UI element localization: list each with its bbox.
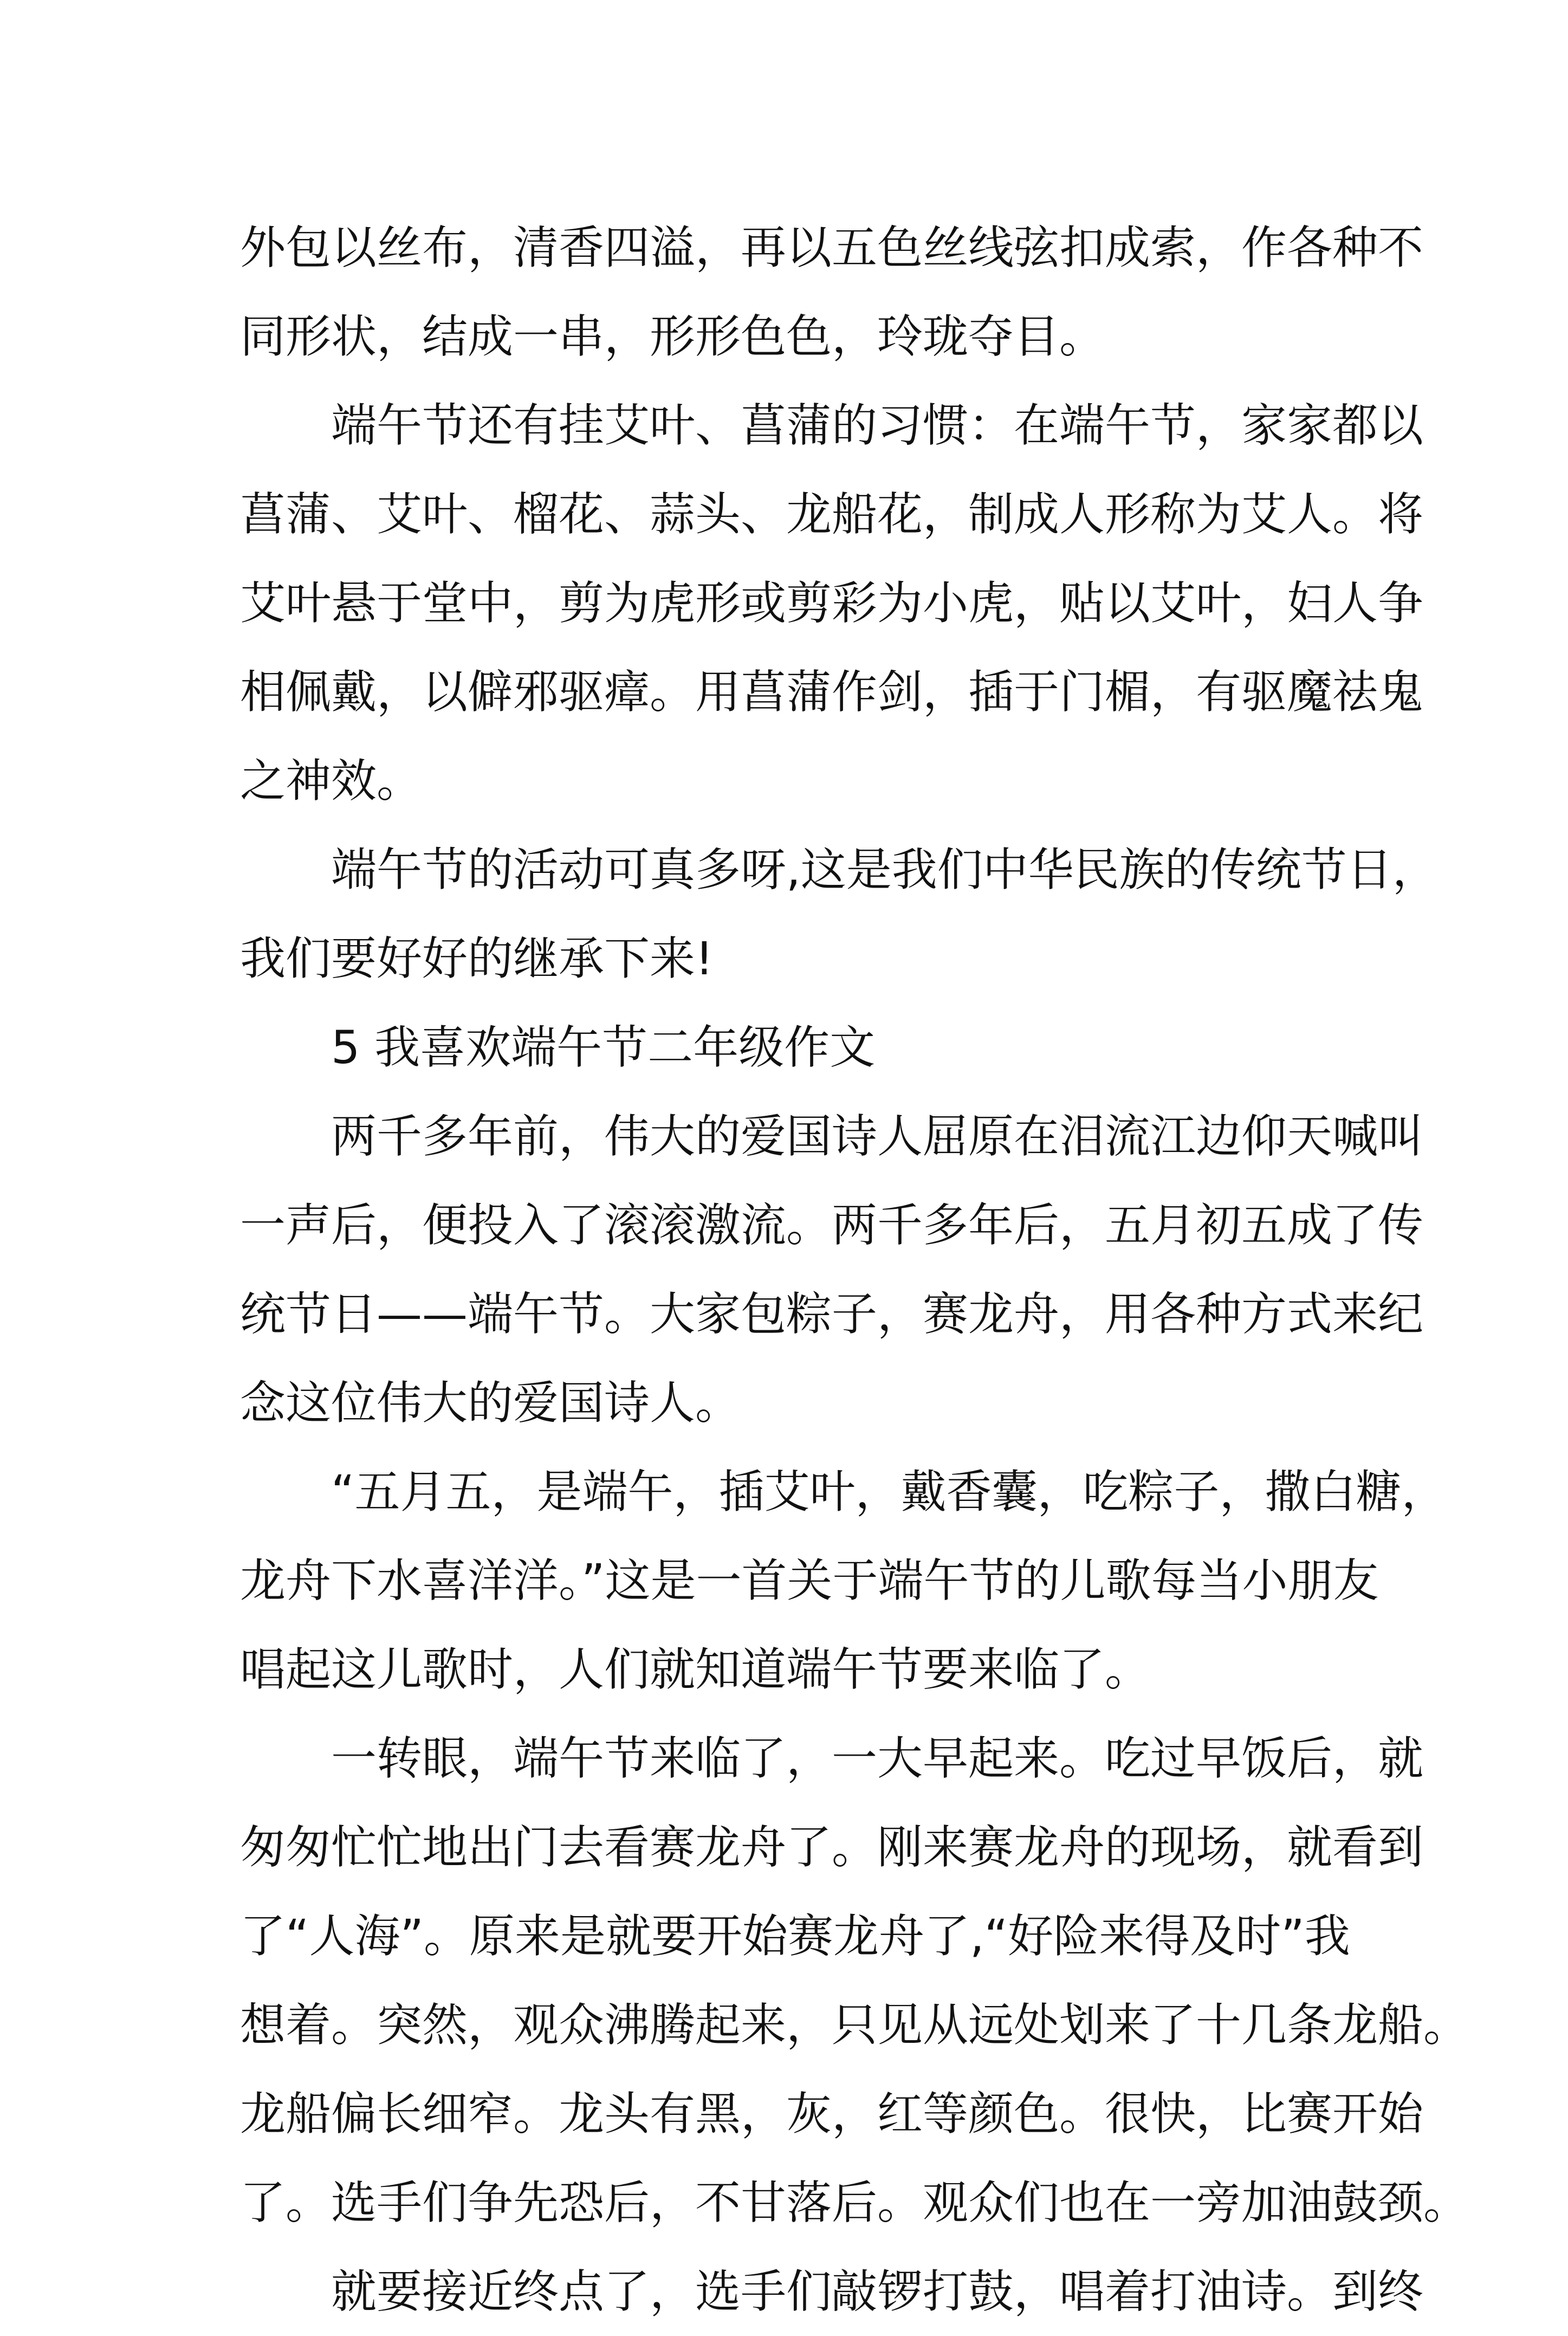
text-line: 想着。突然，观众沸腾起来，只见从远处划来了十几条龙船。 — [240, 1998, 1469, 2052]
text-line: 端午节还有挂艾叶、菖蒲的习惯：在端午节，家家都以 — [331, 399, 1424, 452]
text-line: 之神效。 — [240, 754, 423, 807]
text-line: 一声后，便投入了滚滚激流。两千多年后，五月初五成了传 — [240, 1199, 1424, 1252]
text-line: 相佩戴，以僻邪驱瘴。用菖蒲作剑，插于门楣，有驱魔祛鬼 — [240, 665, 1424, 719]
text-line: 念这位伟大的爱国诗人。 — [240, 1376, 741, 1429]
text-line: 了。选手们争先恐后，不甘落后。观众们也在一旁加油鼓颈。 — [240, 2176, 1469, 2229]
text-line: 菖蒲、艾叶、榴花、蒜头、龙船花，制成人形称为艾人。将 — [240, 488, 1424, 541]
text-line: 统节日——端午节。大家包粽子，赛龙舟，用各种方式来纪 — [240, 1287, 1424, 1341]
text-line: 就要接近终点了，选手们敲锣打鼓，唱着打油诗。到终 — [331, 2265, 1424, 2318]
text-line: 艾叶悬于堂中，剪为虎形或剪彩为小虎，贴以艾叶，妇人争 — [240, 577, 1424, 630]
document-body — [240, 203, 1469, 2336]
text-line: 匆匆忙忙地出门去看赛龙舟了。刚来赛龙舟的现场，就看到 — [240, 1821, 1424, 1874]
text-line: 唱起这儿歌时，人们就知道端午节要来临了。 — [240, 1643, 1151, 1696]
text-line: 了“人海”。原来是就要开始赛龙舟了,“好险来得及时”我 — [240, 1910, 1350, 1963]
text-line: 外包以丝布，清香四溢，再以五色丝线弦扣成索，作各种不 — [240, 221, 1424, 274]
section-heading: 5 我喜欢端午节二年级作文 — [331, 1021, 876, 1074]
text-line: “五月五，是端午，插艾叶，戴香囊，吃粽子，撒白糖， — [331, 1465, 1447, 1518]
text-line: 龙舟下水喜洋洋。”这是一首关于端午节的儿歌每当小朋友 — [240, 1554, 1379, 1607]
text-line: 龙船偏长细窄。龙头有黑，灰，红等颜色。很快，比赛开始 — [240, 2087, 1424, 2140]
text-line: 我们要好好的继承下来! — [240, 932, 714, 985]
text-line: 同形状，结成一串，形形色色，玲珑夺目。 — [240, 310, 1105, 363]
text-line: 一转眼，端午节来临了，一大早起来。吃过早饭后，就 — [331, 1732, 1424, 1785]
text-line: 端午节的活动可真多呀,这是我们中华民族的传统节日， — [331, 843, 1438, 896]
text-line: 两千多年前，伟大的爱国诗人屈原在泪流江边仰天喊叫 — [331, 1110, 1424, 1163]
